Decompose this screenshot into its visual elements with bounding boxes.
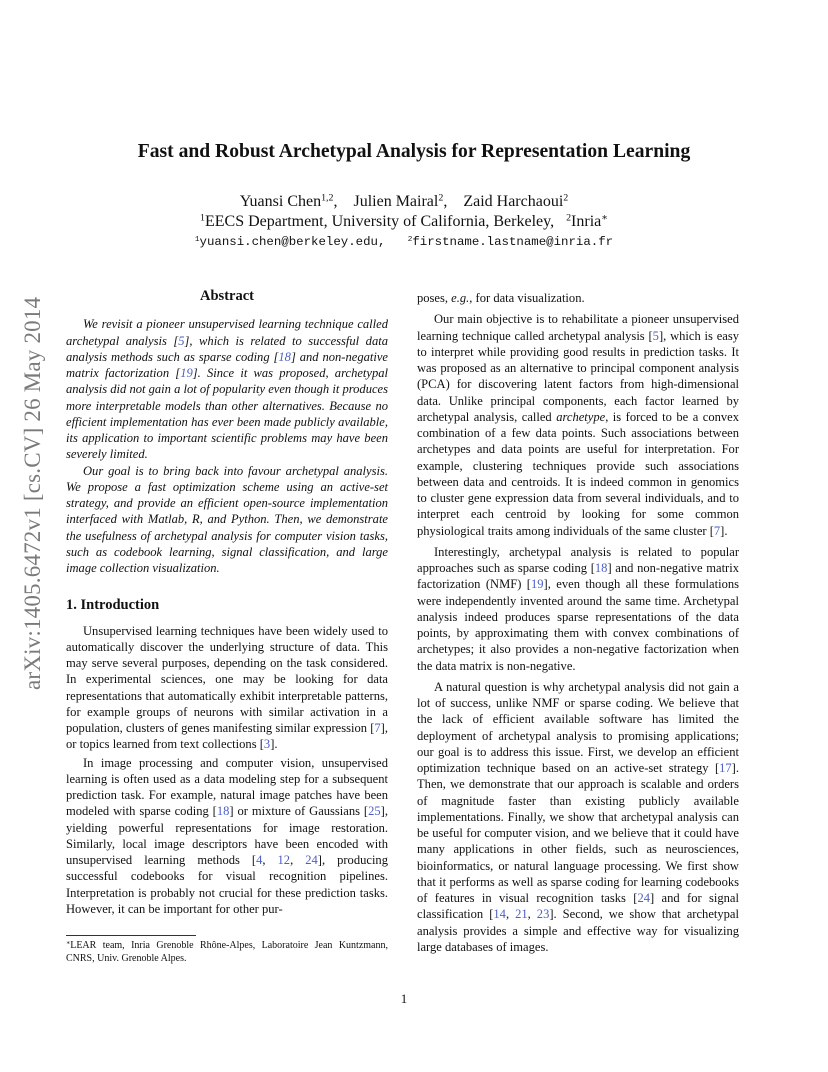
citation-link[interactable]: 7 xyxy=(713,523,721,538)
author-list: Yuansi Chen$^{1,2}$, Julien Mairal$^2$, Zaid Harchaoui$^2$ xyxy=(239,192,569,210)
citation-link[interactable]: 5 xyxy=(178,333,185,348)
citation-link[interactable]: 4 xyxy=(256,853,263,867)
citation-link[interactable]: 14 xyxy=(493,907,506,922)
arxiv-stamp: arXiv:1405.6472v1 [cs.CV] 26 May 2014 xyxy=(20,296,45,690)
right-column xyxy=(417,290,739,955)
author-affil-mark: 2 xyxy=(563,192,569,204)
abstract-paragraph: Our goal is to bring back into favour archetypal analysis. We propose a fast optimization scheme using an active-set strategy, and provide an efficient open-source implementation interfaced with Matlab, R, and Python. Then, we demonstrate the usefulness of archetypal analysis for computer vision tasks, such as codebook learning, signal classification, and large image collection visualization. xyxy=(66,463,388,575)
page-number: 1 xyxy=(400,991,408,1006)
abstract xyxy=(66,288,388,576)
citation-link[interactable]: 25 xyxy=(368,804,381,819)
footnote-rule xyxy=(66,935,196,936)
abstract-heading: Abstract xyxy=(200,288,254,304)
author-affil-mark: 2 xyxy=(438,192,444,204)
affiliation: Inria xyxy=(571,213,602,230)
citation-link[interactable]: 19 xyxy=(531,577,544,592)
affiliations xyxy=(0,213,808,231)
body-paragraph: A natural question is why archetypal analysis did not gain a lot of success, unlike NMF or sparse coding. We believe that the lack of efficient available software has limited the deployment of archetypal analysis to promising applications; our goal is to address this issue. First, we develop an efficient optimization technique based on an active-set strategy [17]. Then, we demonstrate that our approach is scalable and orders of magnitude faster than existing publicly available implementations. Finally, we show that archetypal analysis can be useful for computer vision, and we believe that it could have many applications in other fields, such as neurosciences, bioinformatics, or natural language processing. We first show that it performs as well as sparse coding for learning codebooks of features in visual recognition tasks [24] and for signal classification [14, 21, 23]. Second, we show that archetypal analysis provides a simple and effective way for visualizing large databases of images. xyxy=(417,679,739,954)
affiliation: EECS Department, University of California, Berkeley, xyxy=(204,213,555,230)
body-paragraph: Our main objective is to rehabilitate a pioneer unsupervised learning technique called archetypal analysis [5], which is easy to interpret while providing good results in prediction tasks. It was proposed as an alternative to principal component analysis (PCA) for discovering latent factors from high-dimensional data. Unlike principal components, each factor learned by archetypal analysis, called archetype, is forced to be a convex combination of a few data points. Such associations between archetypes and data points are useful for interpretation. For example, clustering techniques provide such associations between data and centroids. It is indeed common in genomics to cluster gene expression data from several individuals, and to interpret each centroid by looking for some common physiological traits among individuals of the same cluster [7]. xyxy=(417,312,739,538)
citation-link[interactable]: 5 xyxy=(652,328,659,343)
citation-link[interactable]: 21 xyxy=(515,907,528,922)
body-paragraph: Unsupervised learning techniques have been widely used to automatically discover the underlying structure of data. This may serve several purposes, depending on the task considered. In experimental sciences, one may be looking for data representations that automatically exhibit interpretable patterns, for example groups of neurons with similar activation in a population, clusters of genes manifesting similar expression [7], or topics learned from text collections [3]. xyxy=(66,623,388,752)
section-heading: 1. Introduction xyxy=(66,597,160,614)
affil-mark: 2 xyxy=(566,212,572,224)
paper-title: Fast and Robust Archetypal Analysis for Representation Learning xyxy=(137,141,691,162)
citation-link[interactable]: 12 xyxy=(277,853,291,867)
footnote-mark: ∗ xyxy=(601,212,608,224)
citation-link[interactable]: 18 xyxy=(278,349,291,364)
email-mark: 2 xyxy=(407,235,413,244)
email: yuansi.chen@berkeley.edu, xyxy=(199,235,386,249)
citation-link[interactable]: 17 xyxy=(719,761,732,775)
left-column xyxy=(66,288,388,917)
body-paragraph: Interestingly, archetypal analysis is related to popular approaches such as sparse coding [18] and non-negative matrix factorization (NMF) [19], even though all these formulations were independently invented around the same time. Archetypal analysis indeed produces sparse representations of the data points, by approximating them with convex combinations of archetypes; it also provides a non-negative factorization when the data matrix is non-negative. xyxy=(417,544,739,673)
author-name: Yuansi Chen xyxy=(239,193,322,210)
footnote: ∗LEAR team, Inria Grenoble Rhône-Alpes, Laboratoire Jean Kuntzmann, CNRS, Univ. Grenoble Alpes. xyxy=(66,939,388,964)
body-paragraph: poses, e.g., for data visualization. xyxy=(417,291,585,305)
author-name: Zaid Harchaoui xyxy=(463,193,564,210)
body-paragraph: In image processing and computer vision, unsupervised learning is often used as a data modeling step for a subsequent prediction task. For example, natural image patches have been modeled with sparse coding [18] or mixture of Gaussians [25], yielding powerful representations for image restoration. Similarly, local image descriptors have been encoded with unsupervised learning methods [4, 12, 24], producing successful codebooks for visual recognition pipelines. Interpretation is probably not crucial for these prediction tasks. However, it can be important for other pur- xyxy=(66,755,388,916)
email-list xyxy=(0,235,808,249)
citation-link[interactable]: 18 xyxy=(594,561,608,575)
citation-link[interactable]: 24 xyxy=(305,853,318,867)
citation-link[interactable]: 18 xyxy=(216,804,230,819)
introduction xyxy=(66,623,388,918)
abstract-paragraph: We revisit a pioneer unsupervised learning technique called archetypal analysis [5], which is related to successful data analysis methods such as sparse coding [18] and non-negative matrix factorization [19]. Since it was proposed, archetypal analysis did not gain a lot of popularity even though it produces more interpretable models than other alternatives. Because no efficient implementation has ever been made publicly available, its application to important scientific problems may have been severely limited. xyxy=(66,317,389,462)
citation-link[interactable]: 23 xyxy=(536,907,550,922)
email-mark: 1 xyxy=(194,235,200,244)
citation-link[interactable]: 7 xyxy=(374,721,381,735)
author-affil-mark: 1,2 xyxy=(321,192,334,204)
citation-link[interactable]: 19 xyxy=(180,366,193,380)
citation-link[interactable]: 24 xyxy=(637,891,651,905)
email: firstname.lastname@inria.fr xyxy=(412,235,614,249)
affil-mark: 1 xyxy=(200,212,205,224)
author-name: Julien Mairal xyxy=(353,193,439,210)
footnote-mark: ∗ xyxy=(66,939,71,947)
citation-link[interactable]: 3 xyxy=(263,737,271,752)
